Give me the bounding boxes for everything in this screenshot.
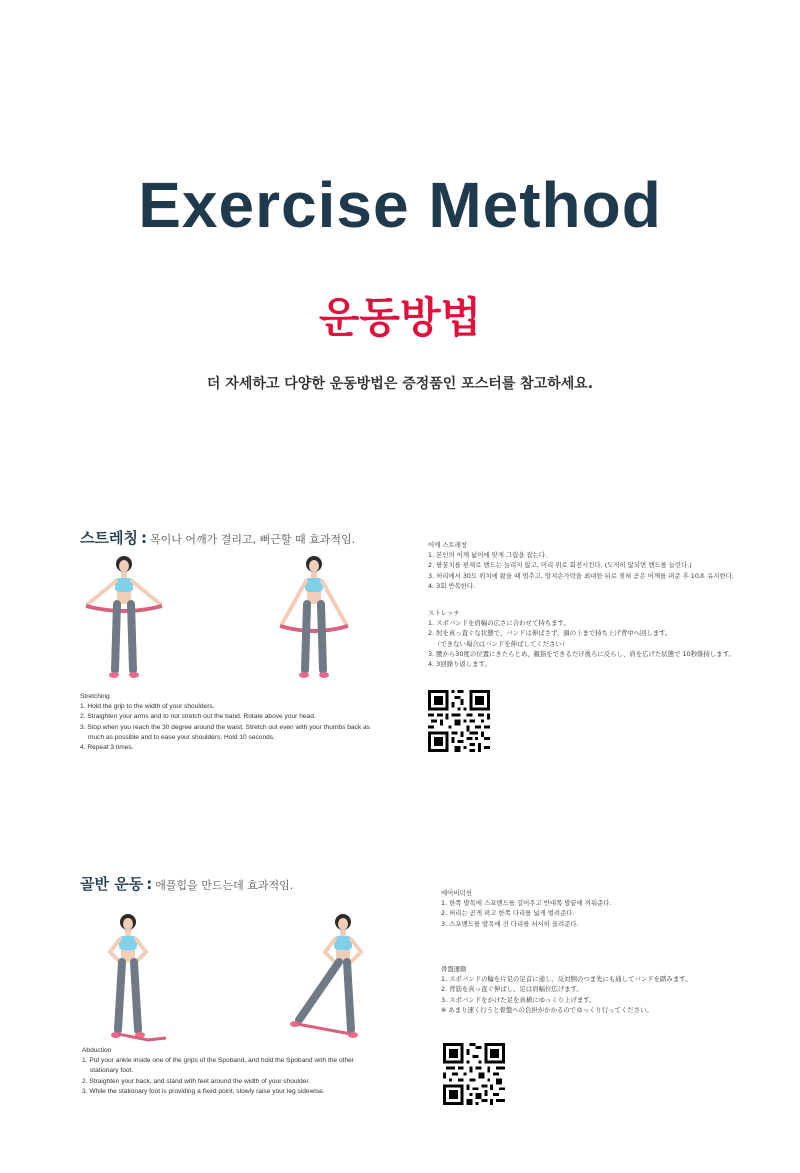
section-pelvis-title: 골반 운동 xyxy=(80,875,144,893)
pelvis-english-title: Abduction xyxy=(82,1047,112,1054)
pelvis-figure-standing xyxy=(88,910,168,1045)
section-stretching-separator: : xyxy=(140,529,147,547)
stretching-english-step-2: 2. Straighten your arms and to not stretch out the band. Rotate above your head. xyxy=(80,713,316,721)
section-pelvis-heading xyxy=(80,873,293,894)
stretching-english-step-4: 4. Repeat 3 times. xyxy=(80,744,134,752)
stretching-figure-front xyxy=(78,552,170,684)
stretching-japanese-step-1: 1. スポバンドを肩幅の広さに合わせて持ちます。 xyxy=(428,619,570,628)
section-pelvis-description: 애플힙을 만드는데 효과적임. xyxy=(155,879,294,892)
section-stretching-title: 스트레칭 xyxy=(80,529,138,547)
pelvis-japanese-step-2: 2. 背筋を真っ直ぐ伸ばし、足は肩幅位広げます。 xyxy=(441,985,583,994)
section-pelvis-separator: : xyxy=(146,875,153,893)
stretching-english-instructions xyxy=(80,692,385,753)
stretching-korean-title: 어깨 스트레칭 xyxy=(428,541,468,549)
page-title-korean: 운동방법 xyxy=(318,293,482,342)
pelvis-japanese-instructions xyxy=(441,964,781,1015)
pelvis-qr-code-icon[interactable] xyxy=(443,1043,505,1109)
pelvis-english-instructions xyxy=(82,1046,382,1097)
pelvis-korean-step-1: 1. 한쪽 발목에 스포밴드를 걸어주고 반대쪽 발끝에 끼워준다. xyxy=(441,899,612,908)
stretching-japanese-title: ストレッチ xyxy=(428,609,460,617)
stretching-japanese-note: （できない場合はバンドを伸ばしてください） xyxy=(434,639,569,648)
page-title-english: Exercise Method xyxy=(138,169,662,241)
pelvis-japanese-note: ※ あまり速く行うと骨盤への負担がかかるのでゆっくり行ってください。 xyxy=(441,1005,653,1014)
page-subtitle: 더 자세하고 다양한 운동방법은 증정품인 포스터를 참고하세요. xyxy=(206,376,594,392)
stretching-korean-step-2: 2. 팔꿈치를 편채로 밴드는 늘리지 않고, 머리 위로 회전시킨다. (도저히 않되면 밴드를 늘린다.) xyxy=(428,561,692,570)
stretching-korean-step-1: 1. 본인의 어깨 넓이에 맞게 그립을 잡는다. xyxy=(428,551,548,560)
pelvis-english-step-1: 1. Put your ankle inside one of the grips of the Spoband, and hold the Spoband with the other stationary foot. xyxy=(82,1057,355,1075)
pelvis-korean-step-3: 3. 스포밴드를 발목에 건 다리를 서서히 올려준다. xyxy=(441,919,579,928)
pelvis-japanese-step-1: 1. スポバンドの輪を片足の足首に通し、反対側のつま先にも通してバンドを踏みます。 xyxy=(441,975,692,984)
pelvis-figure-leg-raised xyxy=(275,910,385,1045)
stretching-english-step-3: 3. Stop when you reach the 30 degree around the waist. Stretch out even with your thumbs back as much as possible and to ease your shoulders. Hold 10 seconds. xyxy=(80,723,370,741)
pelvis-english-step-3: 3. While the stationary foot is providing a fixed point, slowly raise your leg sidewise. xyxy=(82,1087,325,1095)
stretching-japanese-step-2: 2. 肘を真っ直ぐな状態で、バンドは伸ばさず、頭の上まで持ち上げ背中へ回します。 xyxy=(428,629,672,638)
pelvis-japanese-step-3: 3. スポバンドをかけた足を真横にゆっくり上げます。 xyxy=(441,995,596,1004)
stretching-korean-step-3: 3. 허리에서 30도 위치에 왔을 때 멈추고, 엄지손가락을 최대한 뒤로 젖혀 곧은 어깨를 펴준 후 10초 유지한다. xyxy=(428,571,734,580)
stretching-japanese-instructions xyxy=(428,608,773,669)
section-stretching-description: 목이나 어깨가 결리고, 뻐근할 때 효과적임. xyxy=(149,533,356,546)
stretching-qr-code-icon[interactable] xyxy=(428,690,490,756)
stretching-english-title: Stretching xyxy=(80,693,110,700)
pelvis-korean-instructions xyxy=(441,888,771,929)
pelvis-japanese-title: 骨盤運動 xyxy=(441,965,467,973)
pelvis-korean-step-2: 2. 허리는 곧게 펴고 한쪽 다리를 넓게 벌려준다. xyxy=(441,909,575,918)
pelvis-korean-title: 에어비덕션 xyxy=(441,889,472,897)
stretching-korean-instructions xyxy=(428,540,768,591)
pelvis-english-step-2: 2. Straighten your back, and stand with feet around the width of your shoulder. xyxy=(82,1077,310,1085)
stretching-japanese-step-4: 4. 3回繰り返します。 xyxy=(428,660,491,669)
stretching-korean-step-4: 4. 3회 반복한다. xyxy=(428,581,476,590)
stretching-figure-down xyxy=(268,552,360,684)
section-stretching-heading xyxy=(80,527,355,548)
stretching-english-step-1: 1. Hold the grip to the width of your shoulders. xyxy=(80,703,215,711)
stretching-japanese-step-3: 3. 腰から30度の位置にきたらとめ、親指をできるだけ後ろに反らし、肩を広げた状態で 10秒維持します。 xyxy=(428,649,735,658)
